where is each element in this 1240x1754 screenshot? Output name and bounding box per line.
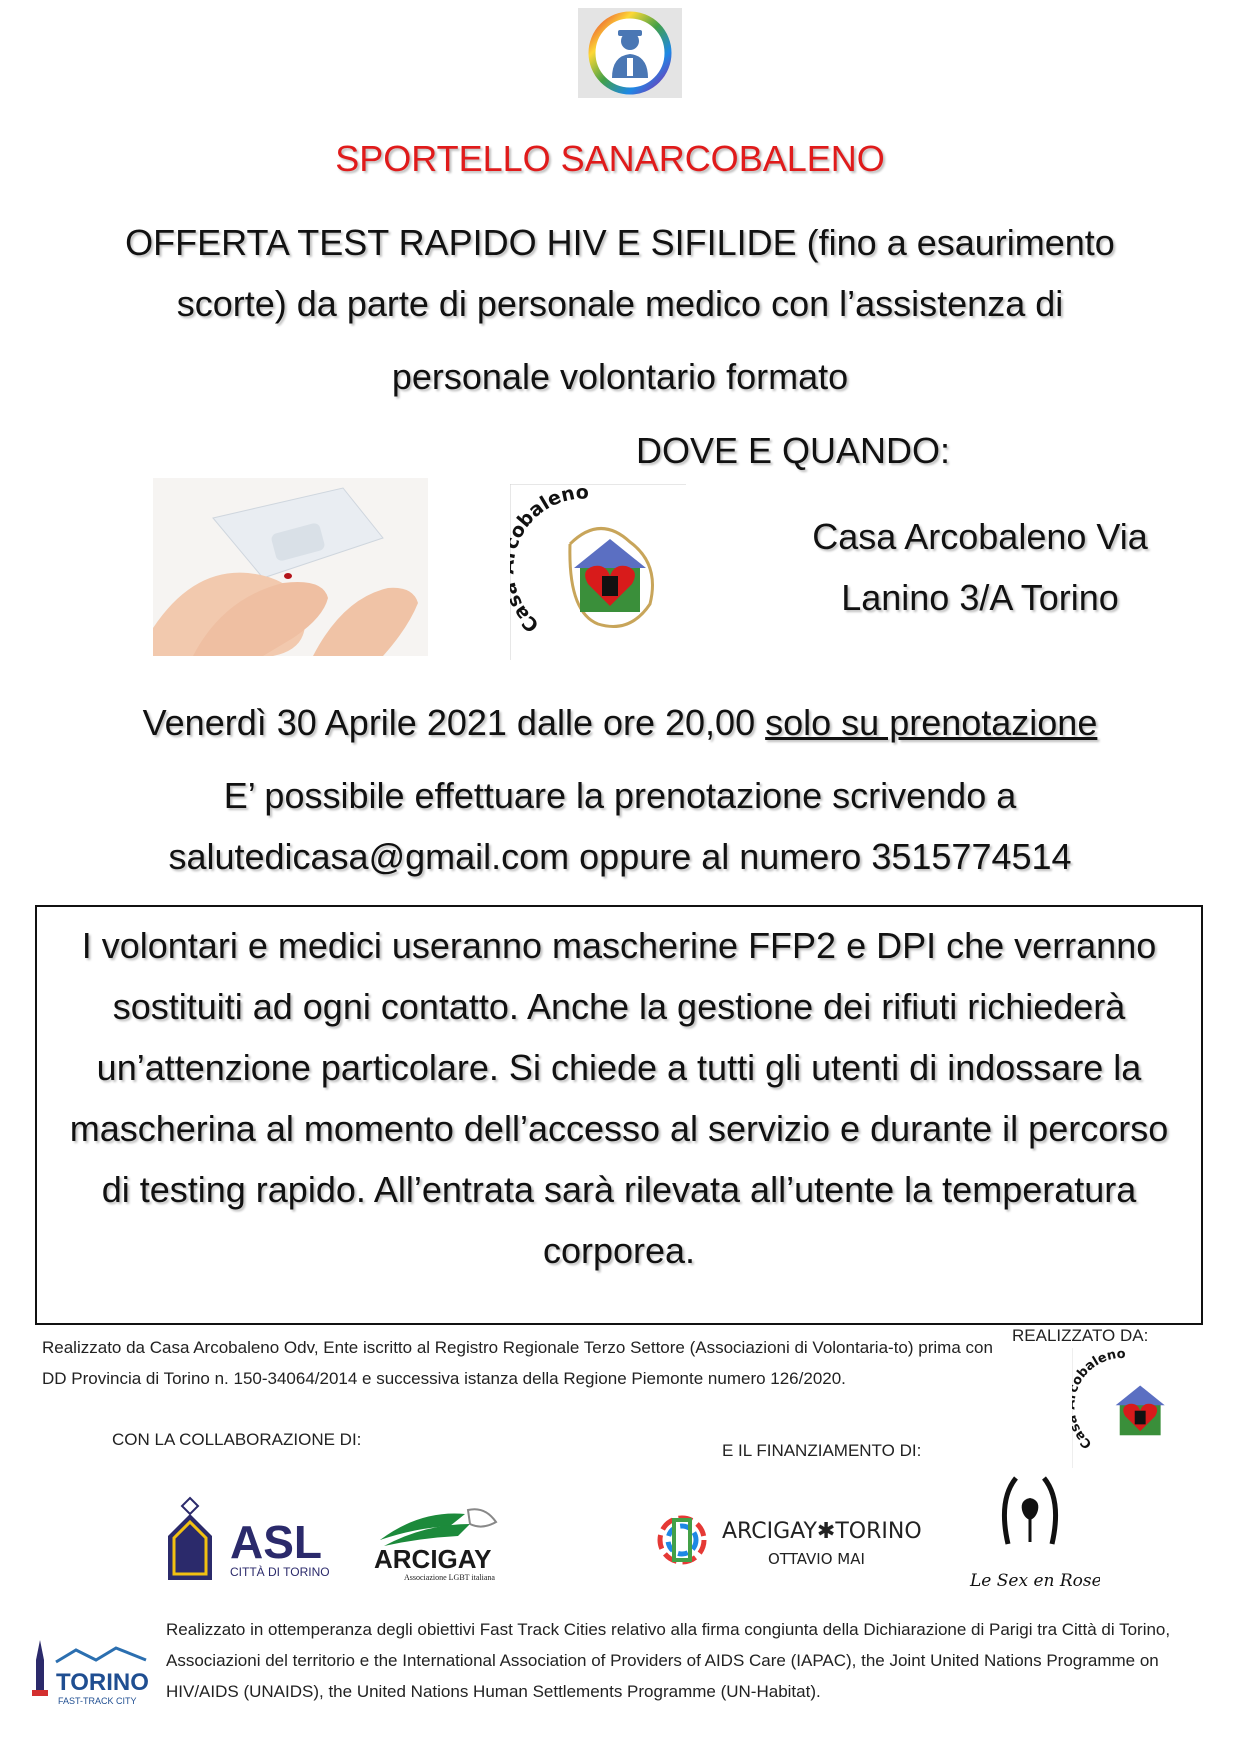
le-sex-en-rose-logo (960, 1470, 1100, 1594)
collaboration-label: CON LA COLLABORAZIONE DI: (112, 1430, 362, 1449)
contact-line-1: E’ possibile effettuare la prenotazione scrivendo a (223, 775, 1017, 816)
offer-line-3: personale volontario formato (391, 356, 849, 397)
torino-name: TORINO (56, 1669, 149, 1696)
lesex-name: Le Sex en Rose (970, 1571, 1100, 1591)
small-logo-arc-text: Ca baleno (1072, 1348, 1126, 1452)
booking-note: solo su prenotazione (765, 702, 1098, 743)
asl-sub: CITTÀ DI TORINO (230, 1565, 330, 1579)
contact-line-2: salutedicasa@gmail.com oppure al numero 3515774514 (168, 836, 1072, 877)
arcigay-name: ARCIGAY (374, 1544, 492, 1574)
arcigay-torino-name: ARCIGAY✱TORINO (722, 1519, 922, 1544)
asl-name: ASL (230, 1516, 322, 1568)
finger-test-photo (153, 478, 428, 656)
address-line-1: Casa Arcobaleno Via (812, 516, 1148, 557)
safety-notice-box (35, 905, 1203, 1325)
offer-line-1: OFFERTA TEST RAPIDO HIV E SIFILIDE (fino a esaurimento (125, 222, 1115, 263)
fast-track-text: Realizzato in ottemperanza degli obiettivi Fast Track Cities relativo alla firma congiunta della Dichiarazione di Parigi tra Città di Torino, Associazioni del territorio e the International Association of Providers of AIDS Care (IAPAC), the Joint United Nations Programme on HIV/AIDS (UNAIDS), the United Nations Human Settlements Programme (UN-Habitat). (166, 1620, 1171, 1701)
arcigay-sub: Associazione LGBT italiana (404, 1573, 495, 1582)
realized-by-label: REALIZZATO DA: (1012, 1326, 1149, 1345)
torino-fast-track-logo (26, 1630, 152, 1710)
svg-text:Casa Arcobaleno (510, 484, 589, 636)
logo-arc-text: Ca baleno (510, 484, 590, 637)
realized-by-text: Realizzato da Casa Arcobaleno Odv, Ente iscritto al Registro Regionale Terzo Settore (Associazioni di Volontaria-to) prima con DD Provincia di Torino n. 150-34064/2014 e successiva istanza della Regione Piemonte numero 126/2020. (42, 1338, 993, 1388)
where-when-heading: DOVE E QUANDO: (636, 430, 951, 471)
top-logo (578, 8, 682, 98)
asl-logo (160, 1492, 335, 1588)
arcigay-torino-sub: OTTAVIO MAI (768, 1550, 865, 1568)
date-text: Venerdì 30 Aprile 2021 dalle ore 20,00 (142, 702, 756, 743)
doctor-icon (578, 8, 682, 98)
safety-notice-text: I volontari e medici useranno mascherine FFP2 e DPI che verranno sostituiti ad ogni contatto. Anche la gestione dei rifiuti richiederà un’attenzione particolare. Si chiede a tutti gli utenti di indossare la mascherina al momento dell’accesso al servizio e durante il percorso di testing rapido. All’entrata sarà rilevata all’utente la temperatura corporea. (69, 925, 1169, 1271)
arcigay-logo (370, 1500, 510, 1582)
funding-label: E IL FINANZIAMENTO DI: (722, 1441, 922, 1460)
casa-arcobaleno-logo (510, 484, 686, 660)
torino-sub: FAST-TRACK CITY (58, 1696, 137, 1706)
address-line-2: Lanino 3/A Torino (841, 577, 1119, 618)
date-line (0, 702, 1240, 744)
casa-arcobaleno-small-logo (1072, 1348, 1192, 1468)
svg-text:Casa Arcobaleno (1072, 1348, 1126, 1452)
offer-line-2: scorte) da parte di personale medico con l’assistenza di (176, 283, 1064, 324)
arcigay-torino-logo (646, 1500, 936, 1582)
page-title: SPORTELLO SANARCOBALENO (335, 138, 885, 179)
